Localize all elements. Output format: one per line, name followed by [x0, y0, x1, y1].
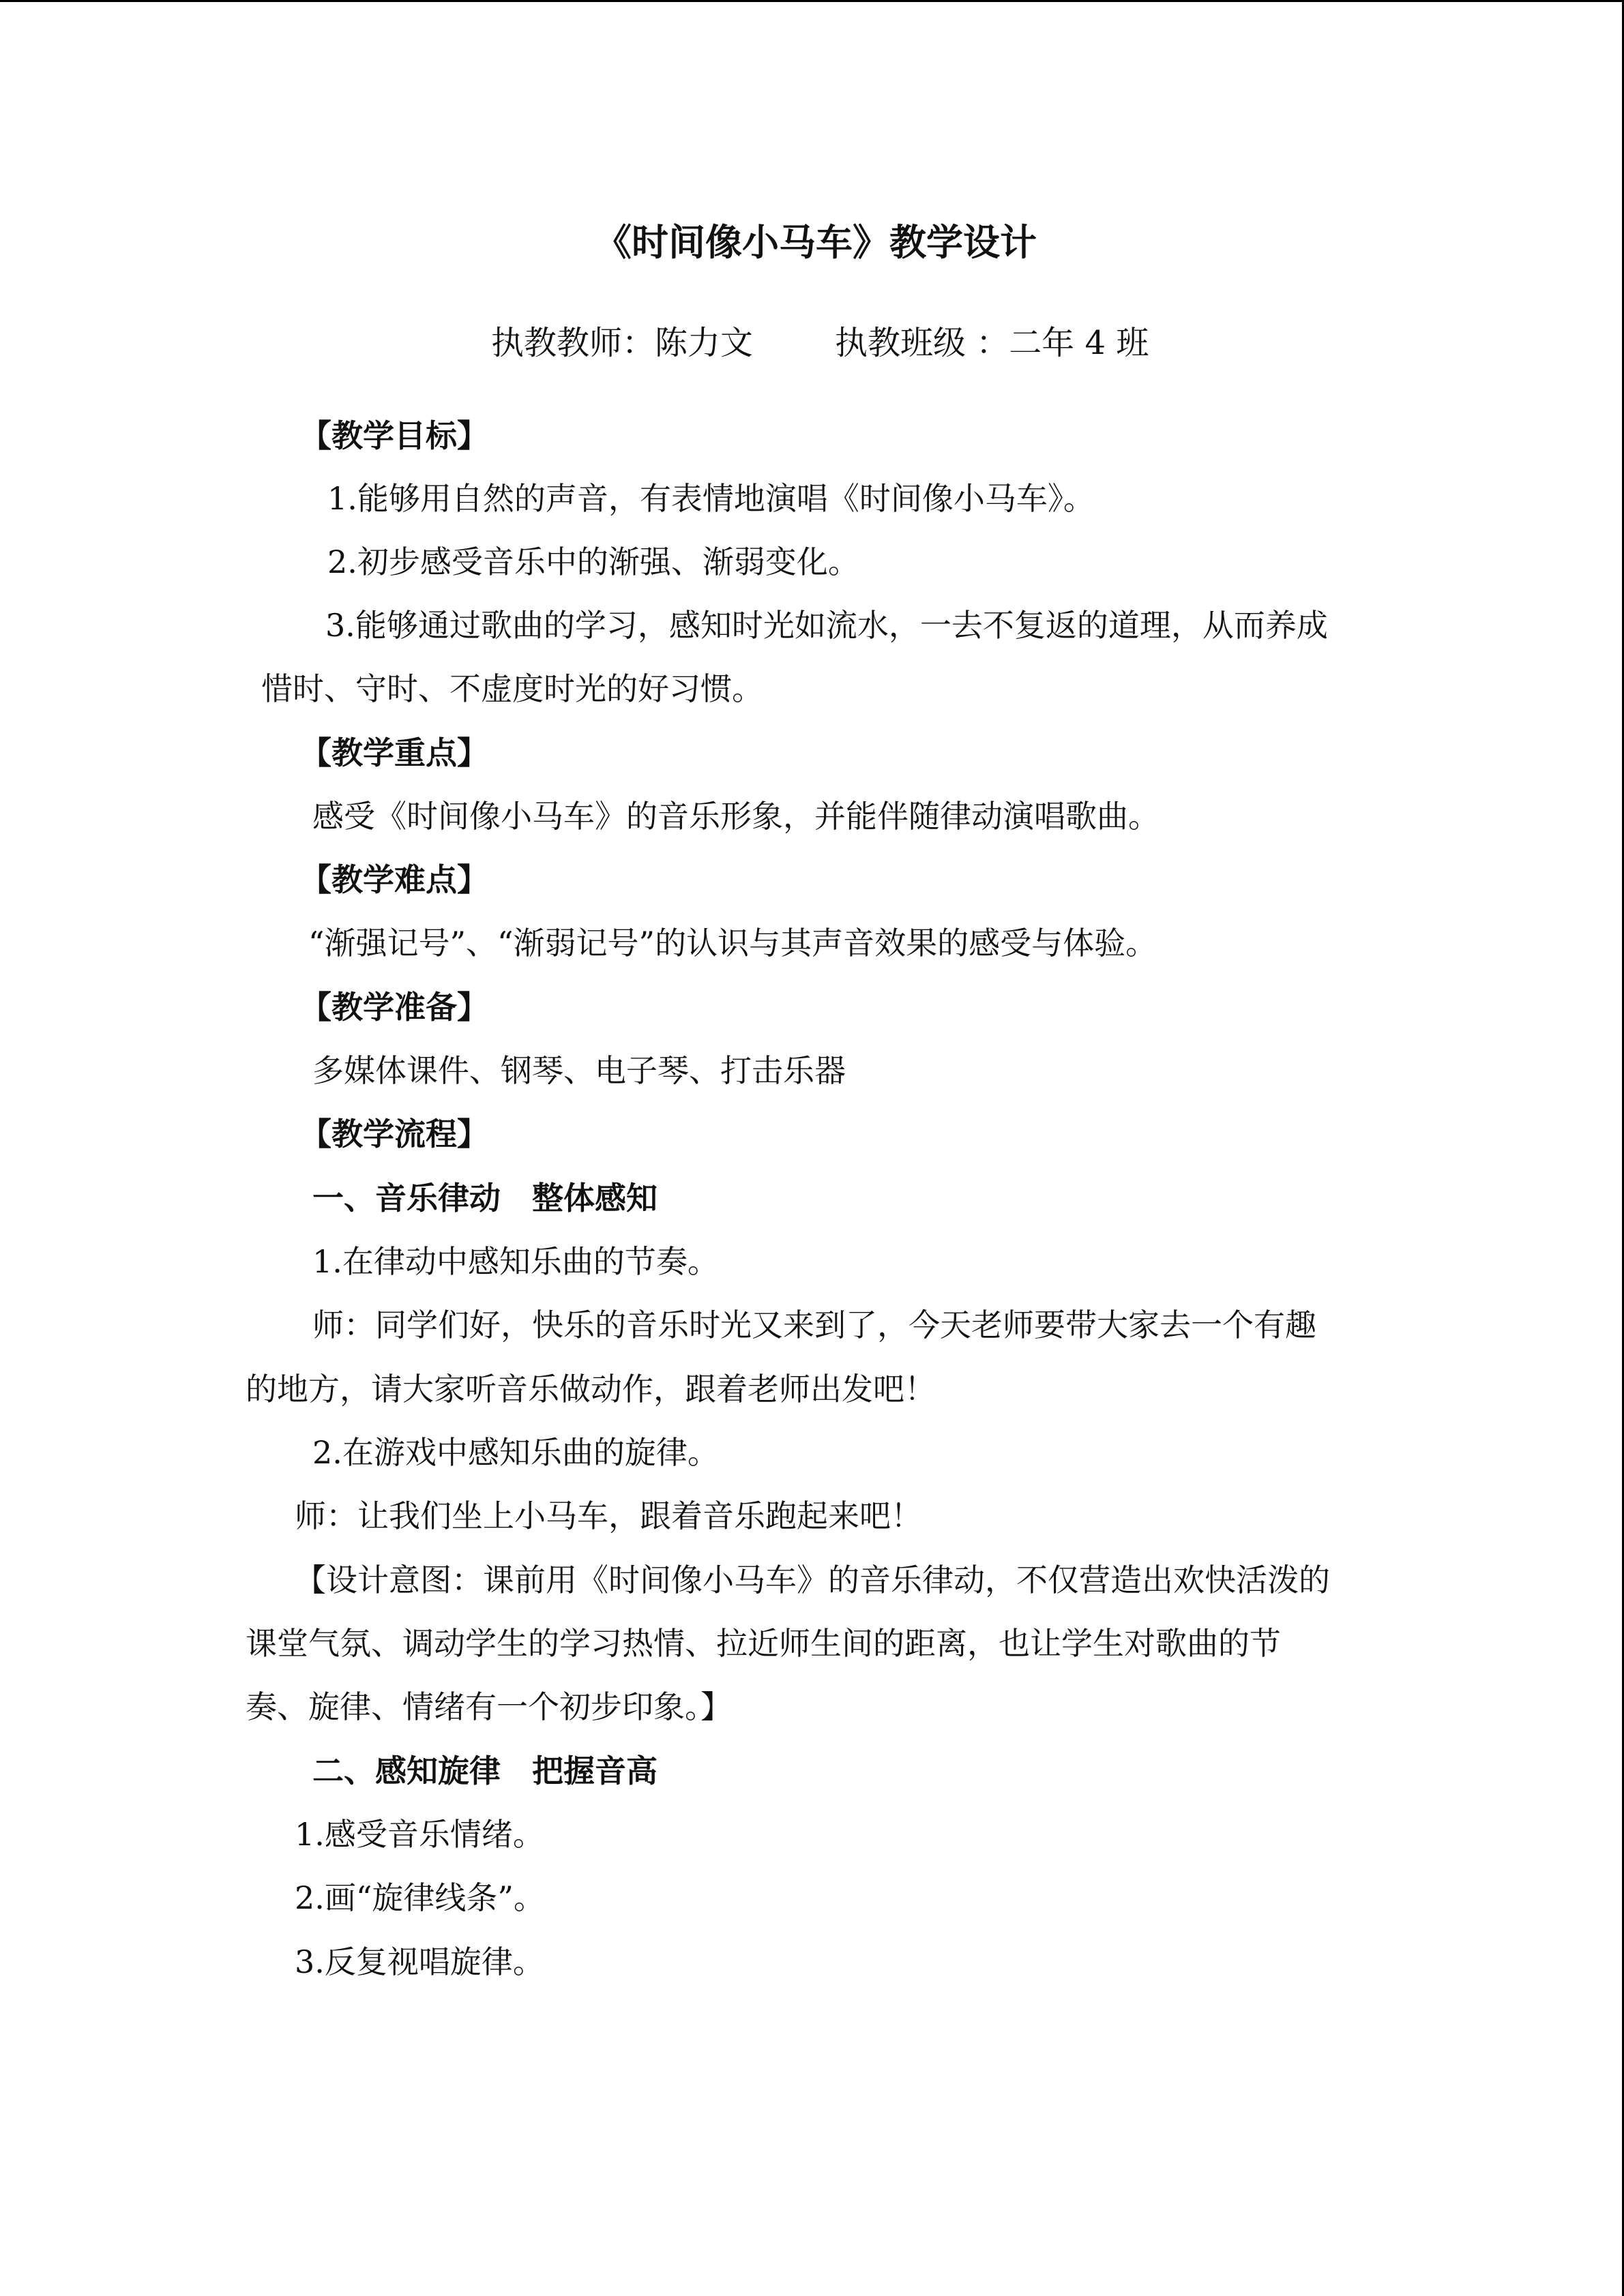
key-points-text: 感受《时间像小马车》的音乐形象，并能伴随律动演唱歌曲。: [312, 798, 1160, 835]
class-label: 执教班级 ：二年 4 班: [835, 324, 1149, 362]
design-intent-line: 课堂气氛、调动学生的学习热情、拉近师生间的距离，也让学生对歌曲的节: [246, 1625, 1281, 1662]
process-line: 1.在律动中感知乐曲的节奏。: [312, 1243, 719, 1280]
section-heading-preparation: 【教学准备】: [300, 989, 488, 1026]
objective-item: 3.能够通过歌曲的学习，感知时光如流水，一去不复返的道理，从而养成: [325, 607, 1328, 644]
difficulties-text: “渐强记号”、“渐弱记号”的认识与其声音效果的感受与体验。: [308, 925, 1157, 961]
design-intent-line: 奏、旋律、情绪有一个初步印象。】: [246, 1688, 732, 1725]
process-line: 1.感受音乐情绪。: [295, 1816, 544, 1853]
process-part2-heading: 二、感知旋律 把握音高: [312, 1753, 658, 1789]
process-line: 3.反复视唱旋律。: [295, 1943, 544, 1980]
teacher-label: 执教教师：陈力文: [491, 324, 754, 362]
process-line: 的地方，请大家听音乐做动作，跟着老师出发吧！: [246, 1371, 936, 1407]
section-heading-key-points: 【教学重点】: [300, 734, 488, 771]
process-line: 2.在游戏中感知乐曲的旋律。: [312, 1434, 719, 1471]
section-heading-difficulties: 【教学难点】: [300, 861, 488, 898]
design-intent-line: 【设计意图：课前用《时间像小马车》的音乐律动，不仅营造出欢快活泼的: [295, 1562, 1330, 1598]
section-heading-objectives: 【教学目标】: [300, 417, 488, 454]
objective-item: 2.初步感受音乐中的渐强、渐弱变化。: [327, 543, 859, 580]
process-line: 师：同学们好，快乐的音乐时光又来到了，今天老师要带大家去一个有趣: [312, 1307, 1316, 1343]
objective-item-continued: 惜时、守时、不虚度时光的好习惯。: [261, 670, 763, 707]
process-part1-heading: 一、音乐律动 整体感知: [312, 1180, 658, 1217]
teacher-class-info: [491, 321, 1149, 365]
process-line: 师：让我们坐上小马车，跟着音乐跑起来吧！: [295, 1497, 922, 1534]
section-heading-process: 【教学流程】: [300, 1116, 488, 1152]
objective-item: 1.能够用自然的声音，有表情地演唱《时间像小马车》。: [327, 480, 1095, 517]
preparation-text: 多媒体课件、钢琴、电子琴、打击乐器: [312, 1052, 846, 1089]
document-title: 《时间像小马车》教学设计: [595, 220, 1037, 264]
process-line: 2.画“旋律线条”。: [295, 1879, 545, 1916]
